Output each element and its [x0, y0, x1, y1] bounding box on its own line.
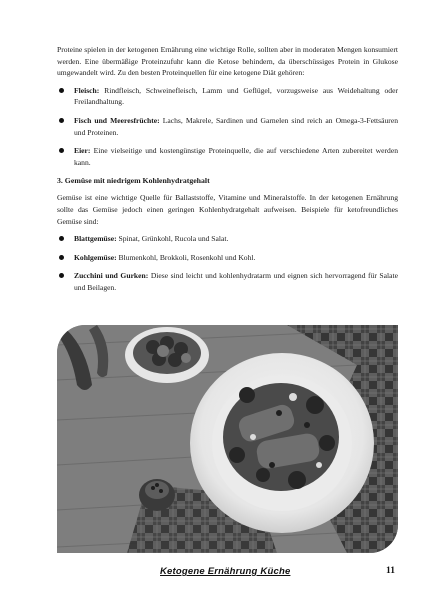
bullet-icon [59, 236, 64, 241]
item-label: Fisch und Meeresfrüchte: [74, 115, 160, 125]
bullet-icon [59, 273, 64, 278]
list-item [57, 85, 398, 108]
item-text: Eine vielseitige und kostengünstige Proteinquelle, die auf verschiedene Arten zubereitet werden kann. [74, 146, 398, 167]
food-photo [57, 325, 398, 553]
item-label: Kohlgemüse: [74, 252, 117, 262]
bullet-icon [59, 88, 64, 93]
item-label: Fleisch: [74, 85, 100, 95]
bullet-icon [59, 118, 64, 123]
item-text: Spinat, Grünkohl, Rucola und Salat. [116, 234, 229, 244]
item-text: Diese sind leicht und kohlenhydratarm und eignen sich hervorragend für Salate und Beilagen. [74, 271, 398, 292]
list-item [57, 145, 398, 168]
section-paragraph: Gemüse ist eine wichtige Quelle für Ballaststoffe, Vitamine und Mineralstoffe. In der ketogenen Ernährung sollte das Gemüse jedoch einen geringen Kohlenhydratgehalt aufweisen. Beispiele für ketofreundliches Gemüse sind: [57, 193, 398, 226]
list-item [57, 233, 398, 245]
protein-list [57, 85, 398, 169]
food-photo-illustration [57, 325, 398, 553]
item-text: Lachs, Makrele, Sardinen und Garnelen sind reich an Omega-3-Fettsäuren und Proteinen. [74, 115, 398, 137]
bullet-icon [59, 148, 64, 153]
page-number: 11 [386, 566, 395, 576]
vegetable-list [57, 233, 398, 293]
intro-paragraph: Proteine spielen in der ketogenen Ernährung eine wichtige Rolle, sollten aber in moderaten Mengen konsumiert werden. Eine übermäßige Proteinzufuhr kann die Ketose behindern, da überschüssiges Protein in Glukose umgewandelt wird. Zu den besten Proteinquellen für eine ketogene Diät gehören: [57, 45, 398, 78]
bullet-icon [59, 255, 64, 260]
list-item [57, 115, 398, 138]
footer-title: Ketogene Ernährung Küche [160, 566, 291, 577]
body-content [57, 44, 398, 301]
list-item [57, 270, 398, 293]
item-label: Eier: [74, 146, 91, 156]
item-text: Blumenkohl, Brokkoli, Rosenkohl und Kohl. [116, 252, 256, 262]
list-item [57, 252, 398, 264]
section-heading: 3. Gemüse mit niedrigem Kohlenhydratgehalt [57, 176, 210, 186]
item-label: Zucchini und Gurken: [74, 271, 149, 281]
item-text: Rindfleisch, Schweinefleisch, Lamm und Geflügel, vorzugsweise aus Weidehaltung oder Freilandhaltung. [74, 85, 398, 107]
page-footer [0, 565, 442, 583]
item-label: Blattgemüse: [74, 234, 117, 244]
